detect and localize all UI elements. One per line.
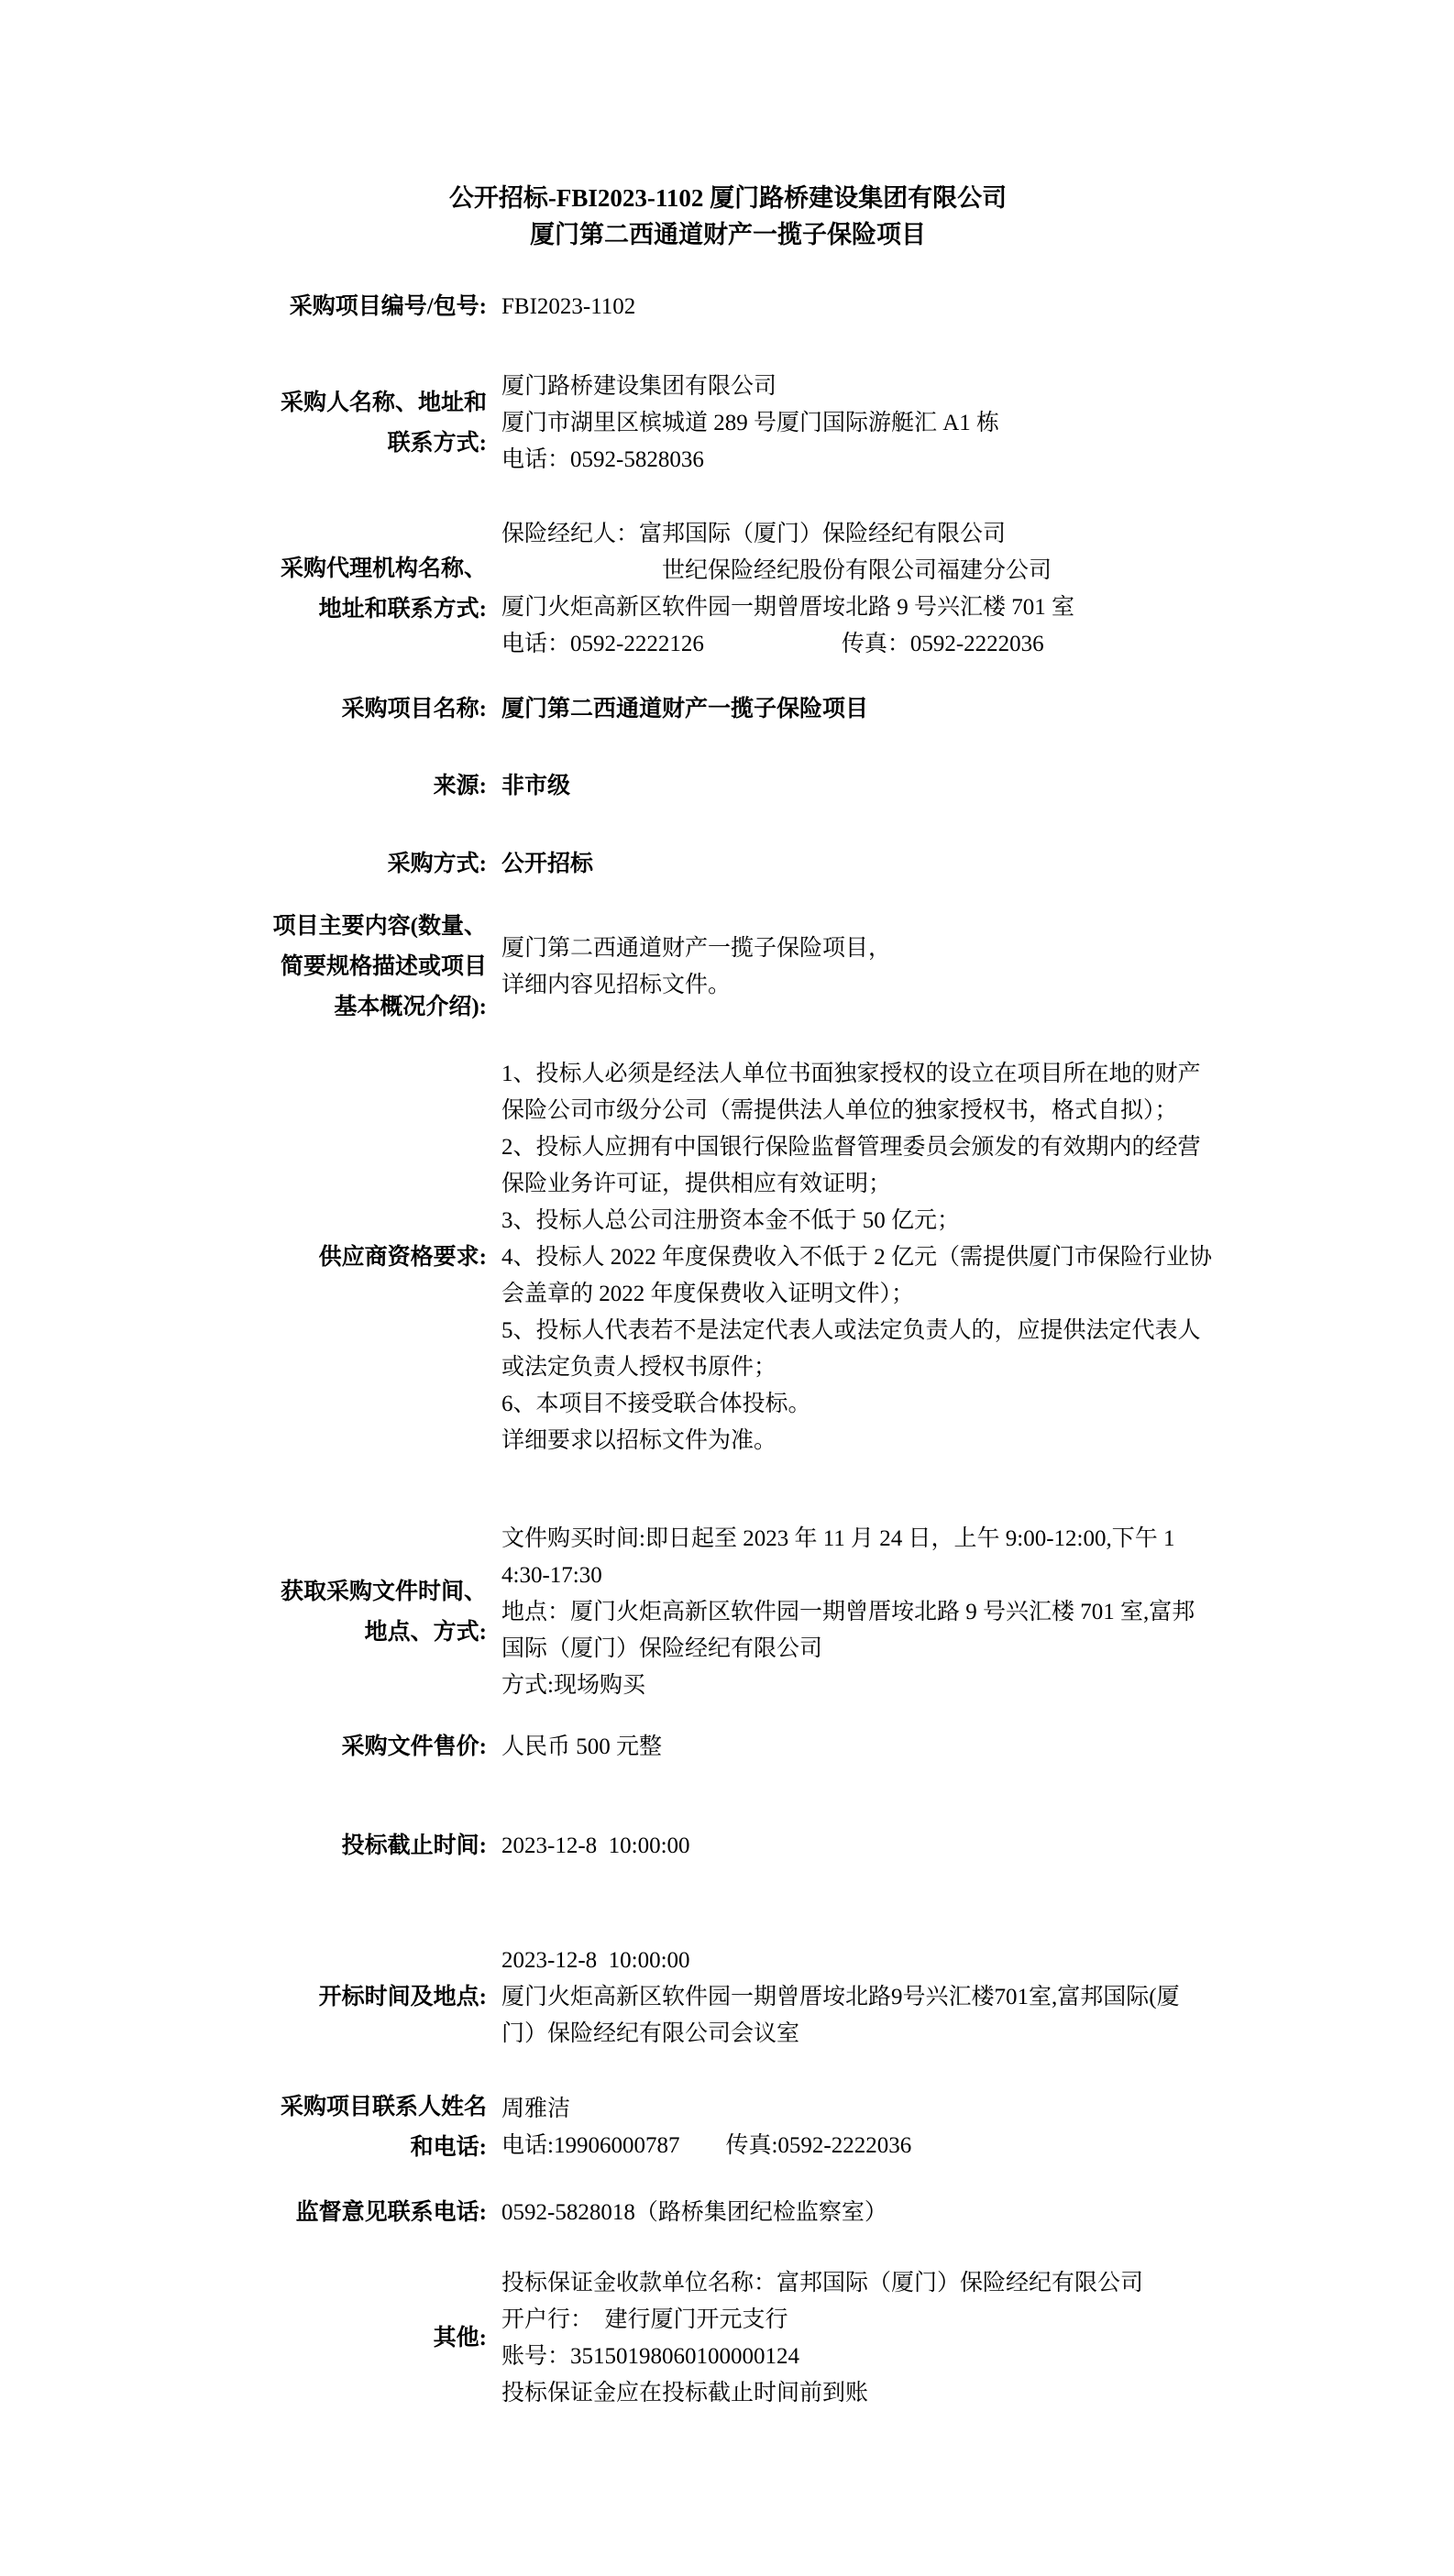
value-line: 3、投标人总公司注册资本金不低于 50 亿元； xyxy=(501,1208,961,1233)
value-line: 厦门路桥建设集团有限公司 xyxy=(501,374,777,399)
value-line: 1、投标人必须是经法人单位书面独家授权的设立在项目所在地的财产 xyxy=(501,1062,1201,1086)
label-line: 采购项目联系人姓名 xyxy=(280,2095,487,2119)
field-value-supplier-qualification xyxy=(501,1056,1212,1459)
value-line: 电话：0592-2222126 传真：0592-2222036 xyxy=(501,632,1044,656)
value-line: 2023-12-8 10:00:00 xyxy=(501,1833,690,1858)
value-line: 方式:现场购买 xyxy=(501,1673,645,1698)
value-line: 账号：35150198060100000124 xyxy=(501,2344,800,2369)
field-value-document-price xyxy=(501,1729,1194,1766)
field-label-project-contact xyxy=(262,2087,487,2168)
field-value-bid-deadline xyxy=(501,1828,1194,1865)
value-line: 人民币 500 元整 xyxy=(501,1734,663,1759)
value-line: 地点：厦门火炬高新区软件园一期曾厝垵北路 9 号兴汇楼 701 室,富邦 xyxy=(501,1600,1195,1624)
value-line: 2、投标人应拥有中国银行保险监督管理委员会颁发的有效期内的经营 xyxy=(501,1135,1201,1160)
label-line: 其他: xyxy=(433,2326,487,2350)
label-line: 采购项目编号/包号: xyxy=(289,294,487,319)
value-line: 厦门第二西通道财产一揽子保险项目 xyxy=(501,697,869,721)
field-label-project-main-content xyxy=(262,907,487,1028)
label-line: 联系方式: xyxy=(387,431,487,456)
field-value-project-main-content xyxy=(501,930,1194,1004)
value-line: 国际（厦门）保险经纪有限公司 xyxy=(501,1636,823,1661)
label-line: 地址和联系方式: xyxy=(318,597,487,622)
field-row-document-obtain-info xyxy=(262,1521,1194,1704)
value-line: 门）保险经纪有限公司会议室 xyxy=(501,2021,800,2046)
field-value-bid-opening xyxy=(501,1943,1194,2053)
label-line: 监督意见联系电话: xyxy=(295,2200,487,2225)
field-row-bid-opening xyxy=(262,1943,1194,2053)
value-line: 保险业务许可证，提供相应有效证明； xyxy=(501,1172,892,1196)
value-line: 世纪保险经纪股份有限公司福建分公司 xyxy=(501,558,1052,583)
value-line: 详细内容见招标文件。 xyxy=(501,973,732,997)
field-label-procurement-method xyxy=(262,844,487,885)
label-line: 采购文件售价: xyxy=(341,1734,487,1759)
field-value-agency-info xyxy=(501,516,1194,663)
field-value-project-contact xyxy=(501,2091,1194,2164)
value-line: 5、投标人代表若不是法定代表人或法定负责人的，应提供法定代表人 xyxy=(501,1318,1201,1343)
value-line: 文件购买时间:即日起至 2023 年 11 月 24 日，上午 9:00-12:00,下午 1 xyxy=(501,1526,1175,1551)
value-line: 周雅洁 xyxy=(501,2097,571,2121)
value-line: 厦门火炬高新区软件园一期曾厝垵北路9号兴汇楼701室,富邦国际(厦 xyxy=(501,1985,1180,2009)
field-value-supervision-phone xyxy=(501,2195,1194,2231)
field-row-bid-deadline xyxy=(262,1826,1194,1866)
value-line: 或法定负责人授权书原件； xyxy=(501,1355,777,1380)
label-line: 来源: xyxy=(433,774,487,798)
field-row-project-contact xyxy=(262,2087,1194,2168)
field-label-agency-info xyxy=(262,549,487,630)
value-line: 4:30-17:30 xyxy=(501,1563,602,1588)
label-line: 简要规格描述或项目 xyxy=(280,954,487,979)
rows xyxy=(262,287,1213,2412)
value-line: 会盖章的 2022 年度保费收入证明文件）； xyxy=(501,1282,915,1306)
value-line: 投标保证金收款单位名称：富邦国际（厦门）保险经纪有限公司 xyxy=(501,2271,1144,2295)
value-line: 2023-12-8 10:00:00 xyxy=(501,1948,690,1973)
field-row-source xyxy=(262,766,1194,807)
value-line: 0592-5828018（路桥集团纪检监察室） xyxy=(501,2200,887,2225)
field-row-supervision-phone xyxy=(262,2193,1194,2233)
label-line: 和电话: xyxy=(410,2135,487,2160)
value-line: 厦门市湖里区槟城道 289 号厦门国际游艇汇 A1 栋 xyxy=(501,411,1000,435)
value-line: 保险经纪人：富邦国际（厦门）保险经纪有限公司 xyxy=(501,522,1007,546)
field-value-project-number xyxy=(501,289,1194,325)
value-line: 电话：0592-5828036 xyxy=(501,447,704,472)
value-line: 投标保证金应在投标截止时间前到账 xyxy=(501,2381,869,2405)
field-label-document-price xyxy=(262,1727,487,1767)
field-label-bid-opening xyxy=(262,1977,487,2018)
value-line: 开户行： 建行厦门开元支行 xyxy=(501,2307,788,2332)
label-line: 采购代理机构名称、 xyxy=(280,556,487,581)
label-line: 采购方式: xyxy=(387,852,487,876)
value-line: 厦门火炬高新区软件园一期曾厝垵北路 9 号兴汇楼 701 室 xyxy=(501,595,1075,620)
field-value-project-name xyxy=(501,691,1194,728)
field-label-project-name xyxy=(262,689,487,730)
field-row-procurement-method xyxy=(262,844,1194,885)
document-title-line1: 公开招标-FBI2023-1102 厦门路桥建设集团有限公司 xyxy=(448,184,1008,212)
field-row-purchaser-info xyxy=(262,369,1194,479)
value-line: 保险公司市级分公司（需提供法人单位的独家授权书，格式自拟）； xyxy=(501,1098,1178,1123)
value-line: 公开招标 xyxy=(501,852,594,876)
label-line: 采购项目名称: xyxy=(341,697,487,721)
field-row-supplier-qualification xyxy=(262,1056,1213,1459)
field-row-project-number xyxy=(262,287,1194,327)
label-line: 开标时间及地点: xyxy=(318,1985,487,2009)
label-line: 地点、方式: xyxy=(364,1620,487,1645)
field-row-agency-info xyxy=(262,516,1194,663)
document-title-line2: 厦门第二西通道财产一揽子保险项目 xyxy=(530,221,926,248)
field-row-document-price xyxy=(262,1727,1194,1767)
field-value-procurement-method xyxy=(501,846,1194,883)
field-label-supplier-qualification xyxy=(262,1238,487,1278)
field-label-supervision-phone xyxy=(262,2193,487,2233)
document-page xyxy=(262,0,1213,2412)
field-label-purchaser-info xyxy=(262,383,487,464)
field-label-bid-deadline xyxy=(262,1826,487,1866)
field-value-document-obtain-info xyxy=(501,1521,1195,1704)
value-line: 电话:19906000787 传真:0592-2222036 xyxy=(501,2133,912,2158)
document-title xyxy=(262,180,1194,253)
label-line: 项目主要内容(数量、 xyxy=(272,914,487,939)
label-line: 采购人名称、地址和 xyxy=(280,391,487,415)
field-label-project-number xyxy=(262,287,487,327)
label-line: 基本概况介绍): xyxy=(334,995,487,1019)
field-row-project-name xyxy=(262,689,1194,730)
value-line: 非市级 xyxy=(501,774,571,798)
value-line: FBI2023-1102 xyxy=(501,294,636,319)
label-line: 供应商资格要求: xyxy=(318,1245,487,1270)
field-value-source xyxy=(501,768,1194,805)
field-label-source xyxy=(262,766,487,807)
value-line: 厦门第二西通道财产一揽子保险项目， xyxy=(501,936,892,961)
field-row-other xyxy=(262,2265,1194,2412)
field-value-other xyxy=(501,2265,1194,2412)
field-value-purchaser-info xyxy=(501,369,1194,479)
field-row-project-main-content xyxy=(262,907,1194,1028)
field-label-other xyxy=(262,2318,487,2359)
label-line: 投标截止时间: xyxy=(341,1833,487,1858)
field-label-document-obtain-info xyxy=(262,1572,487,1653)
value-line: 详细要求以招标文件为准。 xyxy=(501,1428,777,1453)
label-line: 获取采购文件时间、 xyxy=(280,1580,487,1604)
value-line: 6、本项目不接受联合体投标。 xyxy=(501,1392,811,1416)
value-line: 4、投标人 2022 年度保费收入不低于 2 亿元（需提供厦门市保险行业协 xyxy=(501,1245,1213,1270)
